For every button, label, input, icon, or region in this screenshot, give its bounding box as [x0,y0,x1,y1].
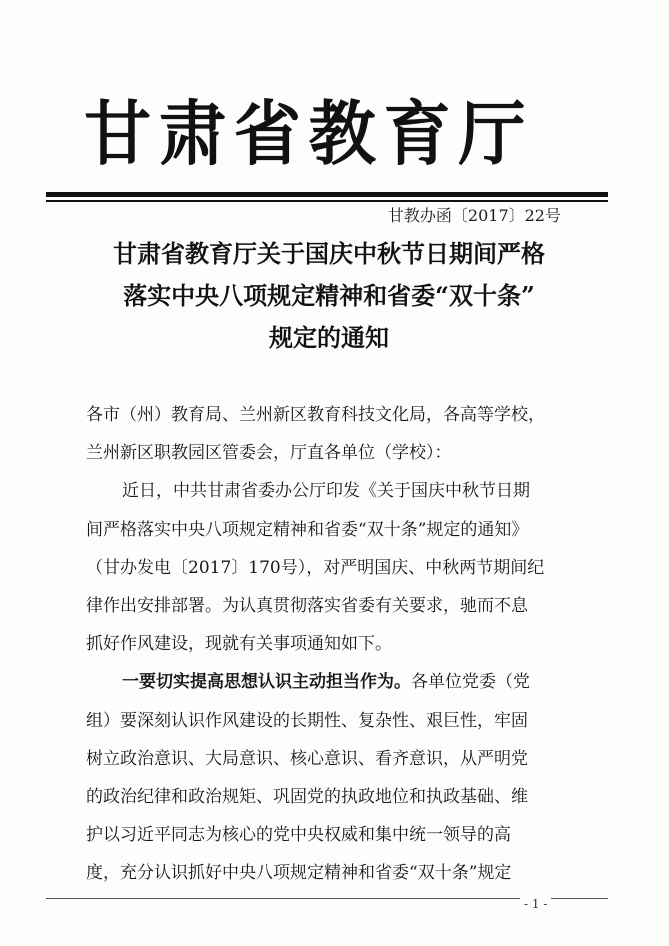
body-line: 度，充分认识抓好中央八项规定精神和省委“双十条”规定 [86,863,512,884]
section-one-heading: 一要切实提高思想认识主动担当作为。 [122,672,411,693]
document-body [86,396,570,892]
body-line: 树立政治意识、大局意识、核心意识、看齐意识，从严明党 [86,748,528,769]
body-line: 律作出安排部署。为认真贯彻落实省委有关要求，驰而不息 [86,595,528,616]
body-line: 抓好作风建设，现就有关事项通知如下。 [86,634,392,655]
title-line: 甘肃省教育厅关于国庆中秋节日期间严格 [113,239,545,268]
document-number: 甘教办函〔2017〕22号 [387,206,561,225]
letterhead-title: 甘肃省教育厅 [84,92,534,175]
body-line: （甘办发电〔2017〕170号），对严明国庆、中秋两节期间纪 [86,557,545,578]
salutation-line: 兰州新区职教园区管委会，厅直各单位（学校）： [86,443,452,464]
letterhead-thick-rule [46,192,608,197]
body-line: 的政治纪律和政治规矩、巩固党的执政地位和执政基础、维 [86,786,528,807]
section-one-line [86,663,570,701]
body-line: 组）要深刻认识作风建设的长期性、复杂性、艰巨性，牢固 [86,710,528,731]
section-one-text: 各单位党委（党 [411,672,530,693]
letterhead-thin-rule [46,200,608,202]
title-line: 规定的通知 [269,323,389,352]
title-line: 落实中央八项规定精神和省委“双十条” [123,281,535,310]
page-number: - 1 - [520,897,551,911]
salutation-line: 各市（州）教育局、兰州新区教育科技文化局，各高等学校， [86,405,545,425]
body-line: 近日，中共甘肃省委办公厅印发《关于国庆中秋节日期 [122,481,530,502]
body-line: 间严格落实中央八项规定精神和省委“双十条”规定的通知》 [86,519,529,540]
body-line: 护以习近平同志为核心的党中央权威和集中统一领导的高 [86,825,511,846]
document-title [84,233,574,359]
